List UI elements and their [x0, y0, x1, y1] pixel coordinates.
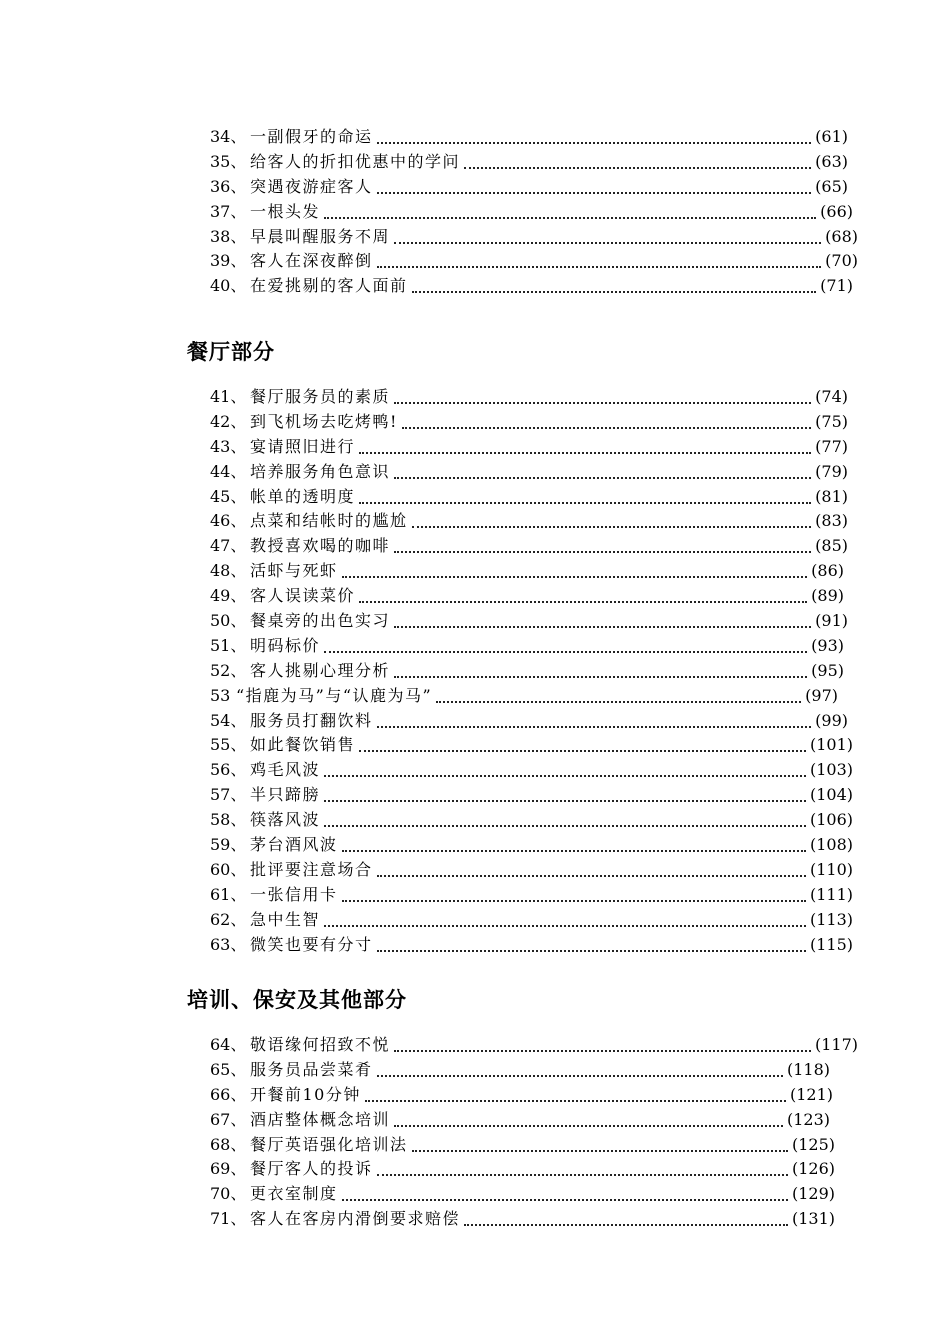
entry-title: 给客人的折扣优惠中的学问 [250, 150, 462, 175]
entry-number: 38、 [210, 226, 247, 246]
entry-title: 一根头发 [250, 200, 322, 225]
entry-title: 餐厅英语强化培训法 [250, 1133, 410, 1158]
entry-page-number: (70) [823, 249, 858, 274]
toc-entry [0, 225, 950, 250]
entry-page-number: (104) [808, 783, 853, 808]
dot-leader [324, 808, 806, 833]
toc-entry [0, 733, 950, 758]
toc-entry [0, 883, 950, 908]
entry-page-number: (117) [813, 1033, 858, 1058]
entry-number: 58、 [210, 810, 247, 830]
entry-title: 餐桌旁的出色实习 [250, 609, 392, 634]
dot-leader [402, 410, 811, 435]
toc-section [0, 125, 950, 299]
dot-leader [394, 1033, 811, 1058]
entry-number: 62、 [210, 909, 247, 929]
toc-entry [0, 150, 950, 175]
toc-section [0, 985, 950, 1232]
entry-title: 一张信用卡 [250, 883, 340, 908]
dot-leader [377, 933, 806, 958]
dot-leader [365, 1083, 786, 1108]
entry-page-number: (118) [785, 1058, 830, 1083]
dot-leader [394, 659, 807, 684]
dot-leader [394, 460, 811, 485]
dot-leader [324, 783, 806, 808]
toc-entry [0, 1083, 950, 1108]
entry-title: 突遇夜游症客人 [250, 175, 375, 200]
entry-number: 48、 [210, 561, 247, 581]
toc-entry [0, 274, 950, 299]
entry-page-number: (121) [788, 1083, 833, 1108]
entry-page-number: (68) [823, 225, 858, 250]
dot-leader [324, 200, 816, 225]
entry-page-number: (110) [808, 858, 853, 883]
entry-number: 67、 [210, 1109, 247, 1129]
dot-leader [377, 125, 812, 150]
entry-page-number: (125) [790, 1133, 835, 1158]
entry-title: 宴请照旧进行 [250, 435, 357, 460]
entry-title: 点菜和结帐时的尴尬 [250, 509, 410, 534]
entry-title: “指鹿为马”与“认鹿为马” [236, 684, 434, 709]
toc-entry [0, 609, 950, 634]
entry-title: 敬语缘何招致不悦 [250, 1033, 392, 1058]
entry-number: 70、 [210, 1184, 247, 1204]
entry-page-number: (65) [813, 175, 848, 200]
entry-page-number: (71) [818, 274, 853, 299]
entry-number: 52、 [210, 660, 247, 680]
toc-entry-list [0, 385, 950, 957]
toc-section [0, 337, 950, 957]
toc-entry [0, 200, 950, 225]
entry-number: 68、 [210, 1134, 247, 1154]
entry-page-number: (85) [813, 534, 848, 559]
dot-leader [394, 609, 811, 634]
entry-page-number: (99) [813, 709, 848, 734]
toc-entry-list [0, 1033, 950, 1232]
dot-leader [377, 175, 812, 200]
toc-entry [0, 858, 950, 883]
entry-number: 63、 [210, 934, 247, 954]
dot-leader [394, 225, 821, 250]
entry-title: 餐厅服务员的素质 [250, 385, 392, 410]
toc-entry [0, 1207, 950, 1232]
toc-entry [0, 709, 950, 734]
toc-entry [0, 783, 950, 808]
toc-entry [0, 249, 950, 274]
dot-leader [324, 908, 806, 933]
entry-title: 鸡毛风波 [250, 758, 322, 783]
entry-number: 53 [210, 685, 231, 705]
entry-title: 服务员打翻饮料 [250, 709, 375, 734]
entry-title: 服务员品尝菜肴 [250, 1058, 375, 1083]
entry-page-number: (91) [813, 609, 848, 634]
dot-leader [412, 274, 817, 299]
toc-entry [0, 460, 950, 485]
toc-entry [0, 175, 950, 200]
entry-page-number: (61) [813, 125, 848, 150]
entry-number: 41、 [210, 387, 247, 406]
toc-entry-list [0, 125, 950, 299]
entry-page-number: (106) [808, 808, 853, 833]
toc-entry [0, 509, 950, 534]
entry-title: 急中生智 [250, 908, 322, 933]
entry-page-number: (79) [813, 460, 848, 485]
toc-entry [0, 1058, 950, 1083]
entry-title: 客人在深夜醉倒 [250, 249, 375, 274]
entry-number: 61、 [210, 884, 247, 904]
section-heading: 餐厅部分 [187, 339, 275, 364]
entry-page-number: (108) [808, 833, 853, 858]
entry-title: 帐单的透明度 [250, 485, 357, 510]
toc-entry [0, 1108, 950, 1133]
entry-number: 34、 [210, 127, 247, 146]
toc-entry [0, 584, 950, 609]
entry-title: 客人在客房内滑倒要求赔偿 [250, 1207, 462, 1232]
entry-page-number: (81) [813, 485, 848, 510]
entry-number: 47、 [210, 536, 247, 556]
entry-title: 客人误读菜价 [250, 584, 357, 609]
entry-number: 57、 [210, 785, 247, 805]
toc-entry [0, 933, 950, 958]
entry-title: 更衣室制度 [250, 1182, 340, 1207]
entry-number: 35、 [210, 151, 247, 171]
dot-leader [377, 709, 812, 734]
entry-number: 44、 [210, 461, 247, 481]
entry-page-number: (66) [818, 200, 853, 225]
entry-title: 半只蹄膀 [250, 783, 322, 808]
toc-entry [0, 634, 950, 659]
entry-number: 59、 [210, 835, 247, 855]
dot-leader [436, 684, 801, 709]
entry-number: 50、 [210, 611, 247, 631]
dot-leader [324, 634, 807, 659]
entry-title: 酒店整体概念培训 [250, 1108, 392, 1133]
dot-leader [377, 858, 806, 883]
entry-number: 46、 [210, 511, 247, 531]
entry-title: 一副假牙的命运 [250, 125, 375, 150]
toc-entry [0, 410, 950, 435]
toc-entry [0, 559, 950, 584]
dot-leader [377, 1157, 788, 1182]
entry-number: 51、 [210, 635, 247, 655]
entry-number: 49、 [210, 586, 247, 606]
entry-number: 36、 [210, 176, 247, 196]
dot-leader [394, 385, 811, 410]
entry-page-number: (93) [809, 634, 844, 659]
entry-title: 如此餐饮销售 [250, 733, 357, 758]
entry-title: 餐厅客人的投诉 [250, 1157, 375, 1182]
toc-entry [0, 758, 950, 783]
entry-number: 39、 [210, 251, 247, 271]
dot-leader [324, 758, 806, 783]
entry-page-number: (101) [808, 733, 853, 758]
dot-leader [342, 559, 808, 584]
entry-page-number: (83) [813, 509, 848, 534]
entry-page-number: (103) [808, 758, 853, 783]
entry-page-number: (115) [808, 933, 853, 958]
entry-page-number: (75) [813, 410, 848, 435]
entry-page-number: (131) [790, 1207, 835, 1232]
toc-entry [0, 1182, 950, 1207]
entry-page-number: (111) [808, 883, 853, 908]
entry-number: 45、 [210, 486, 247, 506]
entry-number: 56、 [210, 760, 247, 780]
dot-leader [394, 534, 811, 559]
entry-title: 茅台酒风波 [250, 833, 340, 858]
entry-title: 客人挑剔心理分析 [250, 659, 392, 684]
entry-number: 65、 [210, 1059, 247, 1079]
entry-number: 69、 [210, 1159, 247, 1179]
entry-title: 教授喜欢喝的咖啡 [250, 534, 392, 559]
entry-number: 40、 [210, 276, 247, 296]
entry-page-number: (77) [813, 435, 848, 460]
dot-leader [377, 1058, 783, 1083]
entry-page-number: (86) [809, 559, 844, 584]
entry-page-number: (97) [803, 684, 838, 709]
entry-title: 明码标价 [250, 634, 322, 659]
entry-number: 66、 [210, 1084, 247, 1104]
dot-leader [412, 1133, 788, 1158]
toc-entry [0, 1133, 950, 1158]
entry-title: 到飞机场去吃烤鸭! [250, 410, 400, 435]
toc-entry [0, 684, 950, 709]
dot-leader [359, 435, 811, 460]
entry-page-number: (89) [809, 584, 844, 609]
entry-number: 55、 [210, 735, 247, 755]
entry-number: 54、 [210, 710, 247, 730]
toc-entry [0, 534, 950, 559]
dot-leader [464, 150, 811, 175]
entry-title: 开餐前10分钟 [250, 1083, 363, 1108]
toc-entry [0, 808, 950, 833]
toc-entry [0, 485, 950, 510]
entry-number: 37、 [210, 201, 247, 221]
dot-leader [342, 883, 806, 908]
entry-title: 早晨叫醒服务不周 [250, 225, 392, 250]
entry-number: 71、 [210, 1209, 247, 1229]
entry-number: 42、 [210, 411, 247, 431]
entry-number: 43、 [210, 436, 247, 456]
dot-leader [342, 833, 806, 858]
toc-entry [0, 659, 950, 684]
entry-title: 批评要注意场合 [250, 858, 375, 883]
entry-page-number: (63) [813, 150, 848, 175]
dot-leader [394, 1108, 783, 1133]
toc-entry [0, 1157, 950, 1182]
toc-entry [0, 435, 950, 460]
entry-page-number: (126) [790, 1157, 835, 1182]
dot-leader [359, 733, 806, 758]
toc-entry [0, 1033, 950, 1058]
dot-leader [412, 509, 812, 534]
entry-page-number: (74) [813, 385, 848, 410]
entry-title: 筷落风波 [250, 808, 322, 833]
dot-leader [377, 249, 822, 274]
entry-title: 在爱挑剔的客人面前 [250, 274, 410, 299]
entry-title: 活虾与死虾 [250, 559, 340, 584]
section-heading: 培训、保安及其他部分 [187, 987, 407, 1012]
entry-page-number: (123) [785, 1108, 830, 1133]
entry-title: 培养服务角色意识 [250, 460, 392, 485]
entry-number: 60、 [210, 859, 247, 879]
toc-entry [0, 833, 950, 858]
entry-page-number: (113) [808, 908, 853, 933]
entry-number: 64、 [210, 1035, 247, 1054]
toc-entry [0, 385, 950, 410]
dot-leader [342, 1182, 788, 1207]
dot-leader [464, 1207, 788, 1232]
toc-entry [0, 908, 950, 933]
dot-leader [359, 584, 807, 609]
entry-page-number: (95) [809, 659, 844, 684]
dot-leader [359, 485, 811, 510]
entry-page-number: (129) [790, 1182, 835, 1207]
entry-title: 微笑也要有分寸 [250, 933, 375, 958]
toc-entry [0, 125, 950, 150]
